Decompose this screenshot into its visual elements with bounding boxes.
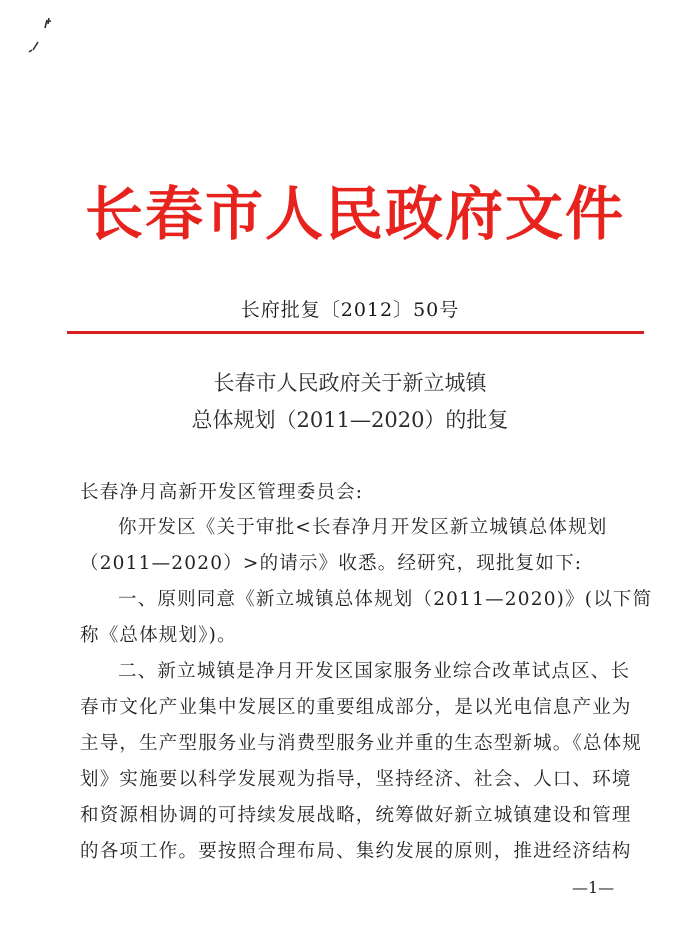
addressee: 长春净月高新开发区管理委员会:: [80, 482, 364, 503]
body-line: 春市文化产业集中发展区的重要组成部分，是以光电信息产业为: [80, 697, 632, 718]
red-divider-rule: [67, 331, 644, 334]
body-line: 划》实施要以科学发展观为指导，坚持经济、社会、人口、环境: [80, 769, 632, 790]
body-line: 和资源相协调的可持续发展战略，统筹做好新立城镇建设和管理: [80, 805, 632, 826]
body-line: 你开发区《关于审批<长春净月开发区新立城镇总体规划: [118, 517, 608, 538]
document-title-line-1: 长春市人民政府关于新立城镇: [213, 371, 487, 395]
issuing-authority-header: 长春市人民政府文件: [84, 180, 625, 248]
body-line: 一、原则同意《新立城镇总体规划（2011—2020)》(以下简: [118, 589, 653, 610]
body-line: （2011—2020）>的请示》收悉。经研究，现批复如下:: [80, 553, 583, 574]
body-line: 的各项工作。要按照合理布局、集约发展的原则，推进经济结构: [80, 841, 632, 862]
body-line: 称《总体规划》)。: [80, 625, 237, 646]
document-title-line-2: 总体规划（2011—2020）的批复: [191, 408, 509, 432]
handwritten-mark-icon: [22, 12, 62, 57]
page-number: —1—: [572, 878, 615, 897]
document-number: 长府批复〔2012〕50号: [240, 299, 460, 321]
body-line: 二、新立城镇是净月开发区国家服务业综合改革试点区、长: [118, 661, 631, 682]
body-line: 主导，生产型服务业与消费型服务业并重的生态型新城。《总体规: [80, 733, 643, 754]
